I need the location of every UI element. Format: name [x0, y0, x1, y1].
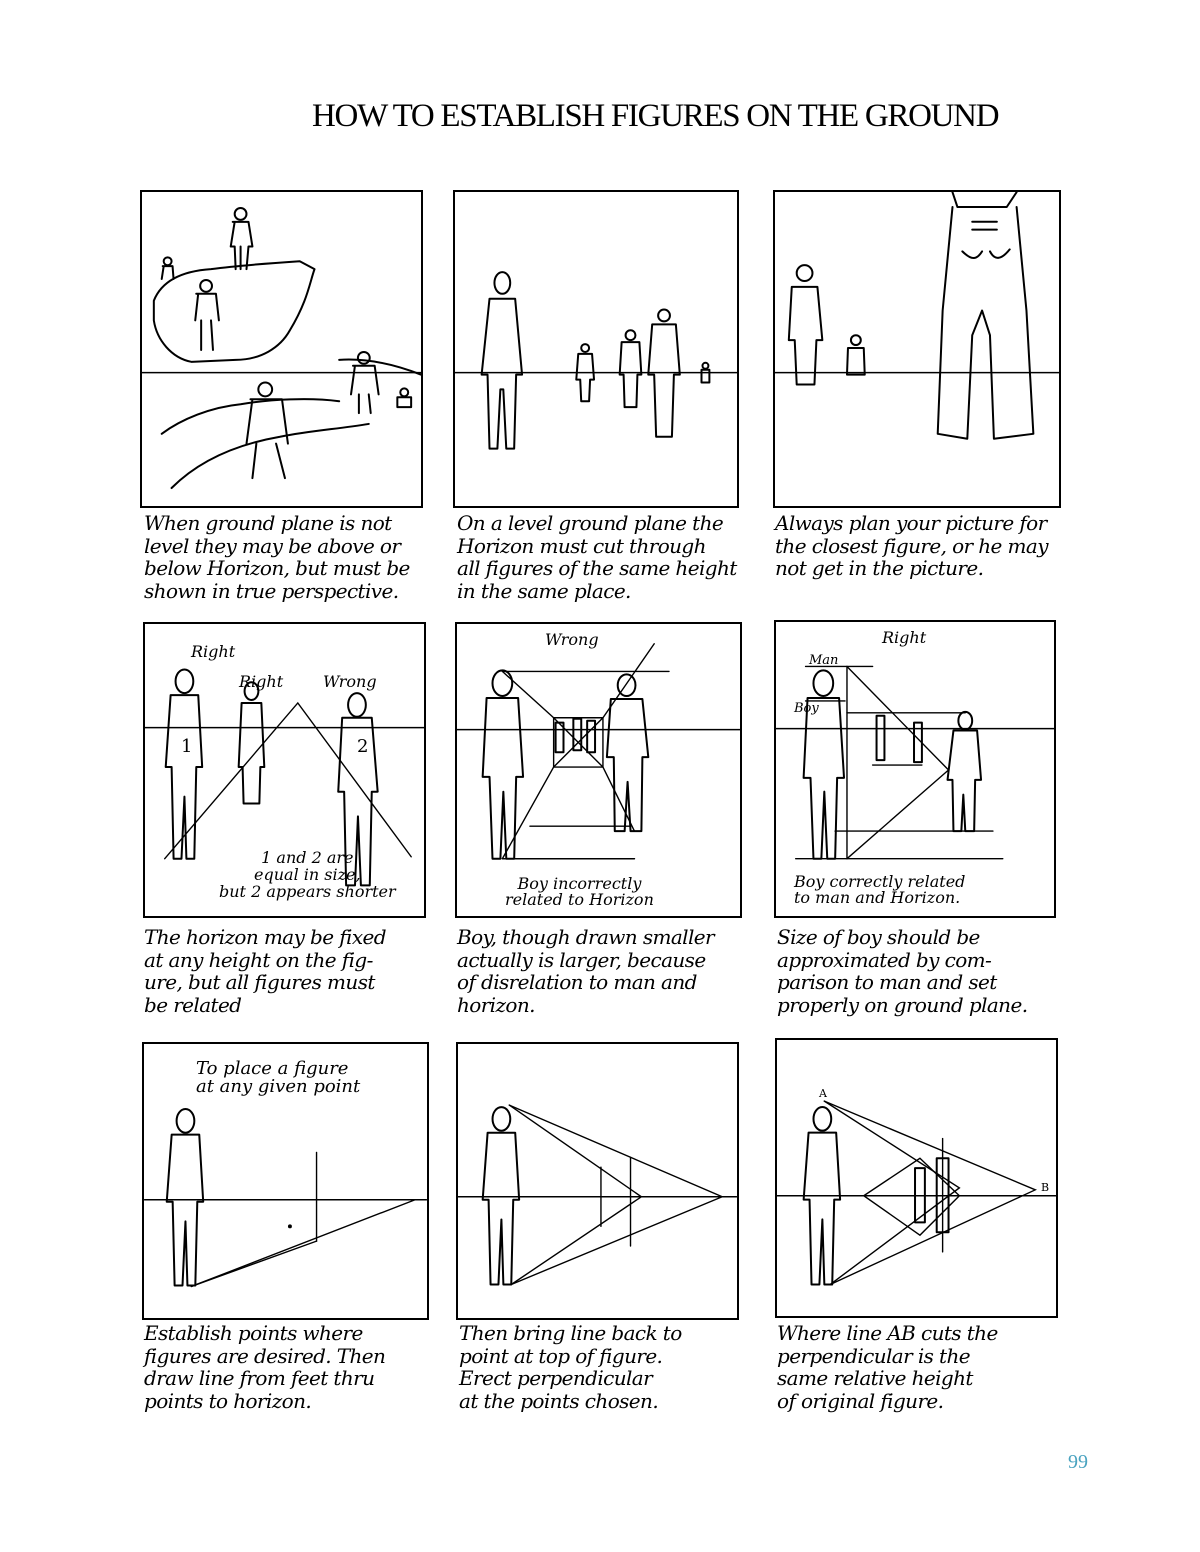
figure-standing-left	[789, 265, 823, 384]
figure-right-middle	[239, 682, 265, 803]
caption-horizon-height: The horizon may be fixed at any height on the fig- ure, but all figures must be related	[144, 925, 386, 1017]
panel-bring-line-back	[456, 1042, 739, 1320]
figure-far	[397, 388, 411, 407]
label-right-2: Right	[239, 672, 284, 691]
note-equal-size: 1 and 2 are equal in size, but 2 appears shorter	[219, 848, 396, 901]
note-boy-correct: Boy correctly related to man and Horizon.	[794, 872, 966, 907]
line-ab	[824, 1101, 1035, 1284]
bring-line-back-illustration	[458, 1044, 737, 1318]
label-number-2: 2	[357, 736, 369, 757]
caption-uneven-ground: When ground plane is not level they may be above or below Horizon, but must be shown in true perspective.	[144, 511, 410, 603]
inner-guide-lines	[824, 1101, 959, 1284]
distant-figures	[877, 716, 922, 762]
caption-bring-line-back: Then bring line back to point at top of figure. Erect perpendicular at the points chosen.	[459, 1321, 682, 1413]
page-number: 99	[1068, 1451, 1088, 1473]
caption-level-ground: On a level ground plane the Horizon must cut through all figures of the same height in the same place.	[457, 511, 737, 603]
panel-horizon-height	[143, 622, 426, 918]
giant-trousers	[938, 192, 1034, 439]
line-to-horizon-2	[191, 1241, 316, 1286]
figure-small-2	[620, 330, 642, 407]
boy-wrong-illustration	[457, 624, 740, 916]
label-wrong: Wrong	[323, 672, 377, 691]
chosen-point	[288, 1224, 292, 1228]
wrong-guide-lines	[165, 703, 411, 859]
figure-boy	[607, 674, 648, 831]
closest-figure-illustration	[775, 192, 1059, 506]
guide-diagonals	[847, 666, 949, 858]
figure-boy	[948, 712, 982, 831]
panel-uneven-ground	[140, 190, 423, 508]
note-boy-incorrect: Boy incorrectly related to Horizon	[505, 874, 654, 909]
label-right-1: Right	[191, 642, 236, 661]
label-number-1: 1	[181, 736, 193, 757]
label-point-a: A	[819, 1087, 827, 1100]
panel-level-ground	[453, 190, 739, 508]
caption-boy-wrong: Boy, though drawn smaller actually is larger, because of disrelation to man and horizon.	[457, 925, 714, 1017]
figure-large-left	[482, 272, 522, 448]
page-title: HOW TO ESTABLISH FIGURES ON THE GROUND	[312, 98, 999, 134]
level-ground-illustration	[455, 192, 737, 506]
label-man: Man	[809, 653, 839, 668]
line-to-horizon-1	[191, 1200, 415, 1287]
figure-1	[166, 669, 202, 858]
label-boy: Boy	[794, 701, 819, 716]
figure-man	[483, 670, 523, 858]
figure-mid	[195, 280, 219, 350]
ground-ridge-lower	[172, 424, 369, 488]
note-place-figure: To place a figure at any given point	[196, 1058, 361, 1097]
panel-boy-wrong	[455, 622, 742, 918]
distant-figures	[556, 719, 595, 753]
figure-reference	[167, 1109, 203, 1285]
panel-establish-points	[142, 1042, 429, 1320]
figure-front	[247, 383, 288, 479]
figure-reference	[483, 1107, 519, 1284]
label-right: Right	[882, 628, 927, 647]
line-ab-illustration	[777, 1040, 1056, 1316]
rock-outline	[154, 261, 315, 362]
caption-closest-figure: Always plan your picture for the closest figure, or he may not get in the picture.	[775, 511, 1048, 581]
label-point-b: B	[1041, 1181, 1050, 1194]
figure-small-center	[847, 335, 865, 374]
caption-boy-right: Size of boy should be approximated by com- parison to man and set properly on ground plane.	[777, 925, 1028, 1017]
converging-lines-outer	[509, 1105, 722, 1284]
uneven-ground-illustration	[142, 192, 421, 506]
figure-left-small	[162, 257, 174, 279]
figure-top	[231, 208, 253, 269]
panel-closest-figure	[773, 190, 1061, 508]
label-wrong: Wrong	[545, 630, 599, 649]
panel-boy-right	[774, 620, 1056, 918]
caption-establish-points: Establish points where figures are desired. Then draw line from feet thru points to horizon.	[144, 1321, 386, 1413]
panel-line-ab	[775, 1038, 1058, 1318]
caption-line-ab: Where line AB cuts the perpendicular is the same relative height of original figure.	[777, 1321, 998, 1413]
